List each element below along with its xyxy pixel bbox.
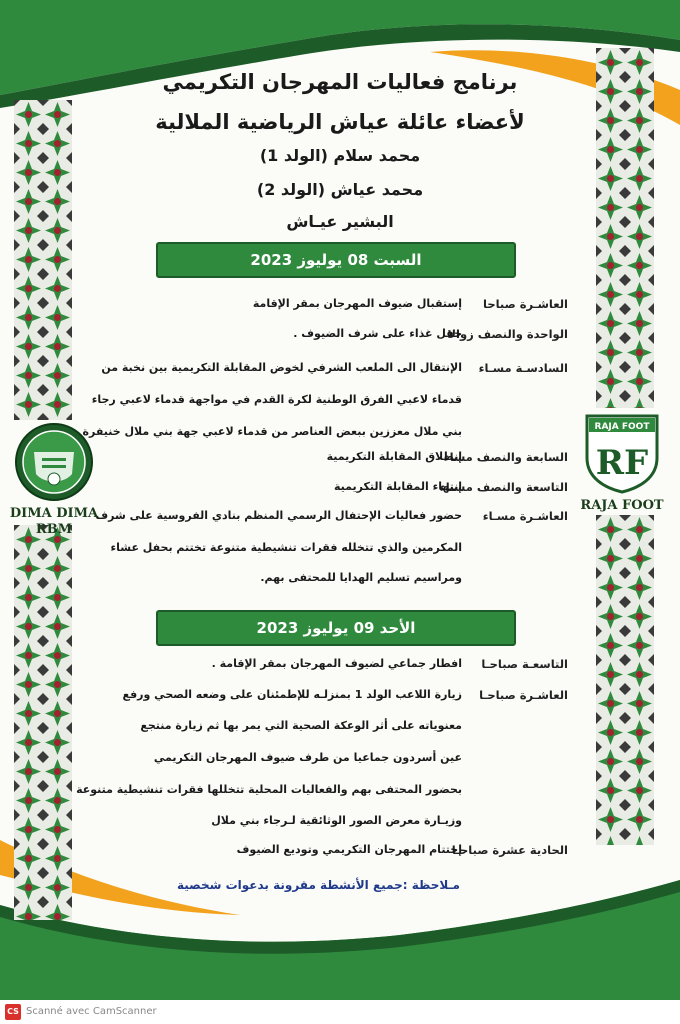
- schedule-row: [0, 361, 680, 385]
- scanner-footer: [0, 1000, 680, 1024]
- rbm-crest-icon: [14, 422, 94, 502]
- raja-badge-text: RAJA FOOT: [594, 422, 650, 432]
- day1-date-banner: السبت 08 يوليوز 2023: [156, 242, 516, 278]
- invitation-note: مـلاحظة :جميع الأنشطة مقرونة بدعوات شخصية: [176, 878, 460, 892]
- rbm-club-logo: [8, 422, 100, 538]
- raja-monogram: RF: [595, 443, 649, 483]
- scanner-footer-text: Scanné avec CamScanner: [26, 1006, 157, 1017]
- rbm-caption-2: RBM: [35, 522, 73, 537]
- schedule-row: [0, 571, 680, 595]
- schedule-row: [0, 327, 680, 351]
- schedule-row: [0, 297, 680, 321]
- schedule-row: [0, 843, 680, 867]
- schedule-row: [0, 751, 680, 775]
- schedule-activity: معنوياته على أثر الوعكة الصحية التي يمر بها ثم زيارة منتجع: [140, 719, 462, 732]
- raja-foot-shield-icon: [583, 412, 661, 494]
- schedule-activity: إنتهاء المقابلة التكريمية: [334, 480, 462, 493]
- schedule-activity: بني ملال معززين ببعض العناصر من قدماء لاعبي جهة بني ملال خنيفرة: [82, 425, 462, 438]
- day2-date-banner: الأحد 09 يوليوز 2023: [156, 610, 516, 646]
- honoree-1: محمد سلام (الولد 1): [259, 146, 421, 165]
- raja-foot-caption: RAJA FOOT: [580, 498, 664, 513]
- schedule-activity: بحضور المحتفى بهم والفعاليات المحلية تتخللها فقرات تنشيطية متنوعة: [76, 783, 462, 796]
- schedule-row: [0, 719, 680, 743]
- schedule-activity: حفل غذاء على شرف الضيوف .: [293, 327, 462, 340]
- schedule-time: الواحدة والنصف زوالا: [447, 327, 568, 341]
- schedule-time: السادسـة مسـاء: [478, 361, 568, 375]
- schedule-activity: إستقبال ضيوف المهرجان بمقر الإقامة: [252, 297, 462, 310]
- rbm-caption-1: DIMA DIMA: [9, 506, 99, 521]
- schedule-activity: المكرمين والذي تتخلله فقرات تنشيطية متنوعة تختتم بحفل عشاء: [110, 541, 462, 554]
- raja-foot-logo: [574, 412, 670, 514]
- schedule-time: العاشـرة مسـاء: [482, 509, 568, 523]
- schedule-time: السابعة والنصف مساء: [443, 450, 568, 464]
- schedule-time: التاسعة والنصف مسـاء: [439, 480, 568, 494]
- schedule-time: الحادية عشرة صباحـا: [451, 843, 568, 857]
- schedule-time: التاسعـة صباحـا: [481, 657, 568, 671]
- schedule-activity: الإنتقال الى الملعب الشرفي لخوض المقابلة التكريمية بين نخبة من: [101, 361, 462, 374]
- schedule-activity: عين أسردون جماعيا من طرف ضيوف المهرجان التكريمي: [153, 751, 462, 764]
- schedule-activity: ومراسيم تسليم الهدايا للمحتفى بهم.: [260, 571, 462, 584]
- schedule-row: [0, 814, 680, 838]
- schedule-row: [0, 541, 680, 565]
- honoree-2: محمد عياش (الولد 2): [256, 180, 424, 199]
- camscanner-icon: CS: [5, 1004, 21, 1020]
- right-pattern-top: [596, 48, 654, 408]
- schedule-activity: إختتام المهرجان التكريمي وتوديع الضيوف: [236, 843, 462, 856]
- honoree-3: البشير عيـاش: [286, 212, 394, 231]
- schedule-activity: حضور فعاليات الإحتفال الرسمي المنظم بنادي الفروسية على شرف: [95, 509, 462, 522]
- schedule-activity: قدماء لاعبي الفرق الوطنية لكرة القدم في مواجهة قدماء لاعبي رجاء: [91, 393, 462, 406]
- schedule-row: [0, 657, 680, 681]
- program-title: برنامج فعاليات المهرجان التكريمي: [162, 70, 518, 94]
- schedule-row: [0, 688, 680, 712]
- program-subtitle: لأعضاء عائلة عياش الرياضية الملالية: [155, 110, 525, 134]
- schedule-activity: وزيـارة معرض الصور الوثائقية لـرجاء بني ملال: [211, 814, 462, 827]
- schedule-row: [0, 783, 680, 807]
- schedule-time: العاشـرة صباحـا: [479, 688, 568, 702]
- schedule-time: العاشـرة صباحا: [483, 297, 568, 311]
- schedule-activity: افطار جماعي لضيوف المهرجان بمقر الإقامة .: [211, 657, 462, 670]
- schedule-activity: زيارة اللاعب الولد 1 بمنزلـه للإطمئنان على وضعه الصحي ورفع: [122, 688, 462, 701]
- schedule-activity: إنطلاق المقابلة التكريمية: [326, 450, 462, 463]
